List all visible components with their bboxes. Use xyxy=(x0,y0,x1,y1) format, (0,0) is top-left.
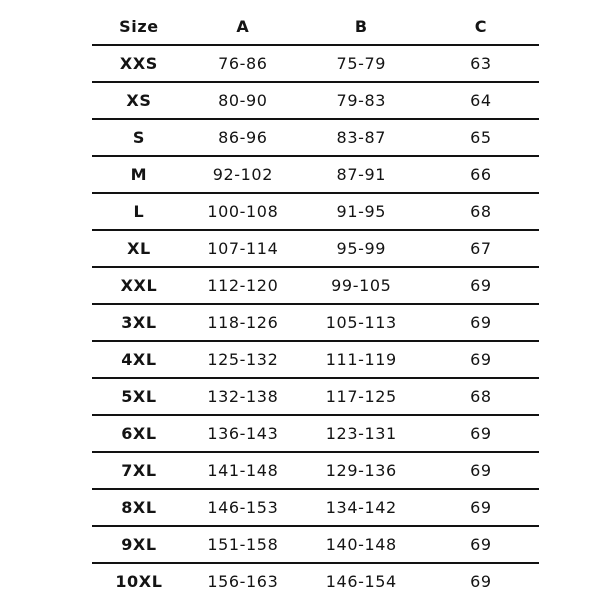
measurement-value: 112-120 xyxy=(186,267,300,304)
size-label: 8XL xyxy=(92,489,186,526)
measurement-value: 146-153 xyxy=(186,489,300,526)
size-label: 4XL xyxy=(92,341,186,378)
size-chart-table xyxy=(92,0,539,599)
measurement-value: 68 xyxy=(423,193,539,230)
measurement-value: 100-108 xyxy=(186,193,300,230)
measurement-value: 123-131 xyxy=(300,415,423,452)
measurement-value: 111-119 xyxy=(300,341,423,378)
table-row xyxy=(92,563,539,599)
column-header-a: A xyxy=(186,0,300,45)
measurement-value: 69 xyxy=(423,304,539,341)
table-row xyxy=(92,193,539,230)
size-label: XXL xyxy=(92,267,186,304)
measurement-value: 91-95 xyxy=(300,193,423,230)
table-row xyxy=(92,230,539,267)
measurement-value: 146-154 xyxy=(325,572,397,591)
size-label: XL xyxy=(92,230,186,267)
measurement-value: 86-96 xyxy=(186,119,300,156)
measurement-value: 87-91 xyxy=(300,156,423,193)
size-label: 7XL xyxy=(92,452,186,489)
table-row xyxy=(92,415,539,452)
column-header-b: B xyxy=(300,0,423,45)
measurement-value: 134-142 xyxy=(300,489,423,526)
table-row xyxy=(92,489,539,526)
table-row xyxy=(92,156,539,193)
measurement-value: 69 xyxy=(423,526,539,563)
measurement-value: 125-132 xyxy=(186,341,300,378)
measurement-value: 136-143 xyxy=(186,415,300,452)
table-row xyxy=(92,341,539,378)
measurement-value: 141-148 xyxy=(186,452,300,489)
size-label: S xyxy=(92,119,186,156)
size-label: XXS xyxy=(92,45,186,82)
table-row xyxy=(92,452,539,489)
measurement-value: 105-113 xyxy=(300,304,423,341)
size-label: 3XL xyxy=(92,304,186,341)
measurement-value: 117-125 xyxy=(300,378,423,415)
measurement-value: 67 xyxy=(423,230,539,267)
measurement-value: 132-138 xyxy=(186,378,300,415)
measurement-value: 69 xyxy=(470,572,492,591)
table-row xyxy=(92,82,539,119)
size-label: L xyxy=(92,193,186,230)
measurement-value: 66 xyxy=(423,156,539,193)
size-label: XS xyxy=(92,82,186,119)
measurement-value: 151-158 xyxy=(186,526,300,563)
measurement-value: 92-102 xyxy=(186,156,300,193)
table-row xyxy=(92,526,539,563)
measurement-value: 79-83 xyxy=(300,82,423,119)
measurement-value: 69 xyxy=(423,415,539,452)
measurement-value: 69 xyxy=(423,489,539,526)
measurement-value: 99-105 xyxy=(300,267,423,304)
measurement-value: 69 xyxy=(423,341,539,378)
measurement-value: 140-148 xyxy=(300,526,423,563)
size-chart-body xyxy=(92,45,539,599)
size-chart-header xyxy=(92,0,539,45)
table-row xyxy=(92,45,539,82)
measurement-value: 83-87 xyxy=(300,119,423,156)
column-header-size: Size xyxy=(92,0,186,45)
table-row xyxy=(92,119,539,156)
measurement-value: 80-90 xyxy=(186,82,300,119)
column-header-c: C xyxy=(423,0,539,45)
header-row xyxy=(92,0,539,45)
measurement-value: 63 xyxy=(423,45,539,82)
measurement-value: 69 xyxy=(423,452,539,489)
size-label: 10XL xyxy=(115,572,163,591)
measurement-value: 75-79 xyxy=(300,45,423,82)
size-label: 5XL xyxy=(92,378,186,415)
size-label: 6XL xyxy=(92,415,186,452)
table-row xyxy=(92,378,539,415)
measurement-value: 68 xyxy=(423,378,539,415)
measurement-value: 65 xyxy=(423,119,539,156)
measurement-value: 107-114 xyxy=(186,230,300,267)
measurement-value: 156-163 xyxy=(207,572,279,591)
measurement-value: 95-99 xyxy=(300,230,423,267)
measurement-value: 129-136 xyxy=(300,452,423,489)
size-label: 9XL xyxy=(92,526,186,563)
size-label: M xyxy=(92,156,186,193)
measurement-value: 118-126 xyxy=(186,304,300,341)
measurement-value: 76-86 xyxy=(186,45,300,82)
table-row xyxy=(92,267,539,304)
measurement-value: 69 xyxy=(423,267,539,304)
measurement-value: 64 xyxy=(423,82,539,119)
table-row xyxy=(92,304,539,341)
